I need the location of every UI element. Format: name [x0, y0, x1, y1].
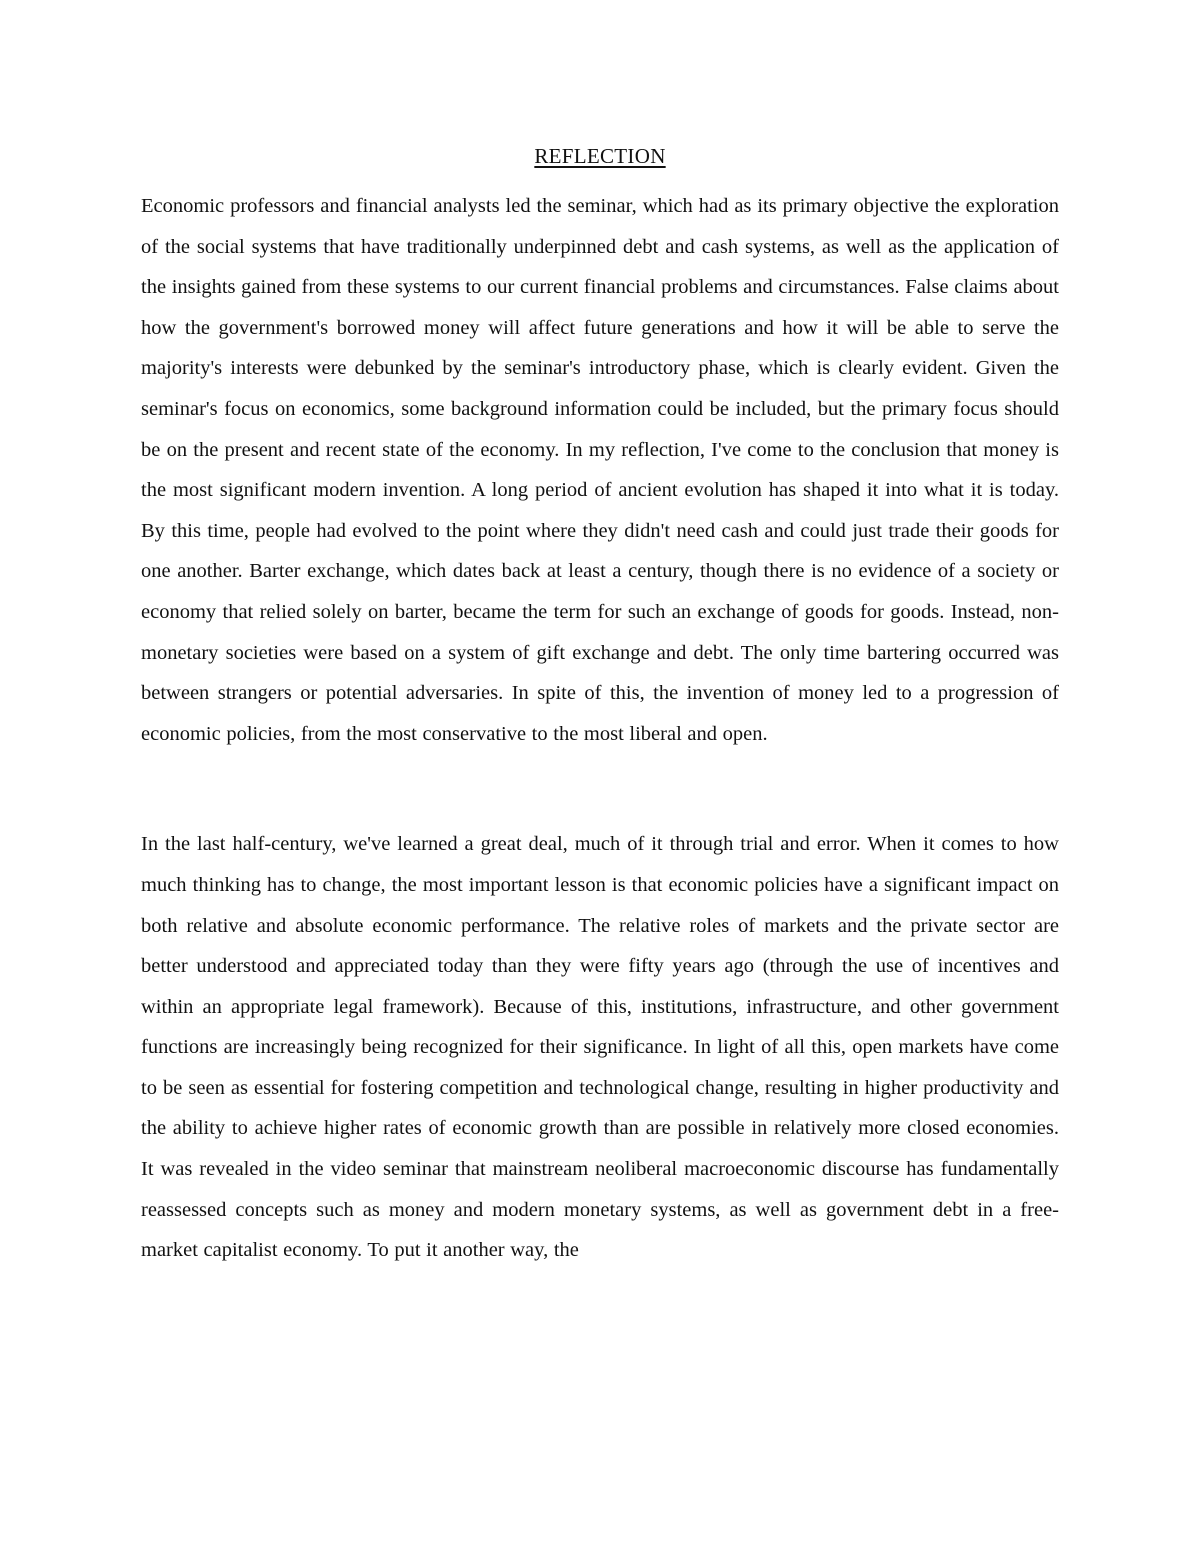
document-page [141, 140, 1059, 1271]
paragraph-1: Economic professors and financial analysts led the seminar, which had as its primary objective the exploration of the social systems that have traditionally underpinned debt and cash systems, as well as the application of the insights gained from these systems to our current financial problems and circumstances. False claims about how the government's borrowed money will affect future generations and how it will be able to serve the majority's interests were debunked by the seminar's introductory phase, which is clearly evident. Given the seminar's focus on economics, some background information could be included, but the primary focus should be on the present and recent state of the economy. In my reflection, I've come to the conclusion that money is the most significant modern invention. A long period of ancient evolution has shaped it into what it is today. By this time, people had evolved to the point where they didn't need cash and could just trade their goods for one another. Barter exchange, which dates back at least a century, though there is no evidence of a society or economy that relied solely on barter, became the term for such an exchange of goods for goods. Instead, non-monetary societies were based on a system of gift exchange and debt. The only time bartering occurred was between strangers or potential adversaries. In spite of this, the invention of money led to a progression of economic policies, from the most conservative to the most liberal and open. [141, 195, 1059, 745]
document-title: REFLECTION [534, 144, 666, 168]
paragraph-2: In the last half-century, we've learned a great deal, much of it through trial and error. When it comes to how much thinking has to change, the most important lesson is that economic policies have a significant impact on both relative and absolute economic performance. The relative roles of markets and the private sector are better understood and appreciated today than they were fifty years ago (through the use of incentives and within an appropriate legal framework). Because of this, institutions, infrastructure, and other government functions are increasingly being recognized for their significance. In light of all this, open markets have come to be seen as essential for fostering competition and technological change, resulting in higher productivity and the ability to achieve higher rates of economic growth than are possible in relatively more closed economies. It was revealed in the video seminar that mainstream neoliberal macroeconomic discourse has fundamentally reassessed concepts such as money and modern monetary systems, as well as government debt in a free-market capitalist economy. To put it another way, the [141, 833, 1059, 1262]
